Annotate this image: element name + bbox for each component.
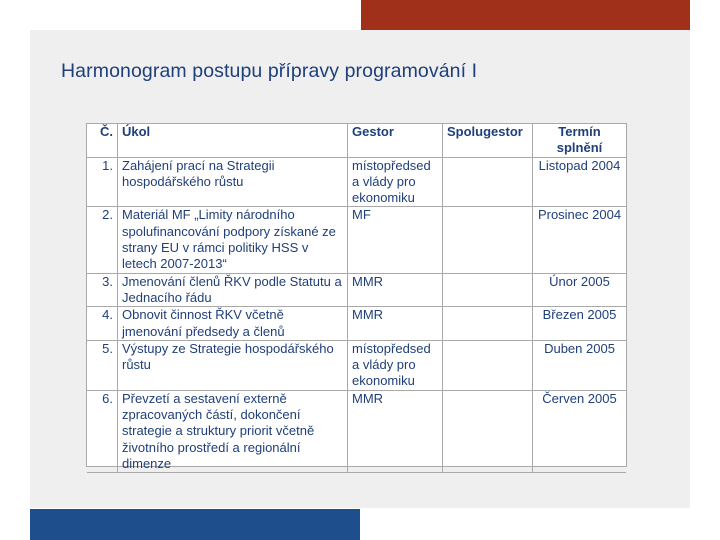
row-task: Materiál MF „Limity národního spolufinancování podpory získané ze strany EU v rámci politiky HSS v letech 2007-2013“ <box>118 207 348 273</box>
row-number: 3. <box>87 273 118 307</box>
table-header-row <box>87 124 626 157</box>
header-no: Č. <box>87 124 118 157</box>
table-row <box>87 340 626 390</box>
row-term: Prosinec 2004 <box>533 207 627 273</box>
schedule-table <box>87 124 626 473</box>
table-row <box>87 307 626 341</box>
row-co-gestor <box>443 307 533 341</box>
row-number: 2. <box>87 207 118 273</box>
header-task: Úkol <box>118 124 348 157</box>
row-number: 4. <box>87 307 118 341</box>
row-task: Převzetí a sestavení externě zpracovaných částí, dokončení strategie a struktury priorit včetně životního prostředí a regionální dimenze <box>118 390 348 472</box>
row-gestor: MF <box>348 207 443 273</box>
row-gestor: MMR <box>348 307 443 341</box>
row-number: 6. <box>87 390 118 472</box>
row-co-gestor <box>443 340 533 390</box>
table-row <box>87 157 626 207</box>
row-term: Červen 2005 <box>533 390 627 472</box>
bottom-accent-bar <box>30 509 360 540</box>
header-gestor: Gestor <box>348 124 443 157</box>
row-number: 5. <box>87 340 118 390</box>
row-number: 1. <box>87 157 118 207</box>
row-term: Duben 2005 <box>533 340 627 390</box>
top-accent-bar <box>361 0 690 30</box>
row-task: Zahájení prací na Strategii hospodářského růstu <box>118 157 348 207</box>
row-task: Obnovit činnost ŘKV včetně jmenování předsedy a členů <box>118 307 348 341</box>
row-co-gestor <box>443 157 533 207</box>
header-co-gestor: Spolugestor <box>443 124 533 157</box>
table-row <box>87 207 626 273</box>
row-gestor: místopředsed a vlády pro ekonomiku <box>348 340 443 390</box>
row-term: Únor 2005 <box>533 273 627 307</box>
slide-title: Harmonogram postupu přípravy programování I <box>61 60 478 82</box>
row-term: Březen 2005 <box>533 307 627 341</box>
row-co-gestor <box>443 207 533 273</box>
row-gestor: MMR <box>348 390 443 472</box>
table-row <box>87 273 626 307</box>
row-co-gestor <box>443 390 533 472</box>
table-row <box>87 390 626 472</box>
row-co-gestor <box>443 273 533 307</box>
schedule-table-container <box>86 123 627 471</box>
header-term: Termín splnění <box>533 124 627 157</box>
row-gestor: MMR <box>348 273 443 307</box>
row-term: Listopad 2004 <box>533 157 627 207</box>
row-task: Jmenování členů ŘKV podle Statutu a Jednacího řádu <box>118 273 348 307</box>
row-gestor: místopředsed a vlády pro ekonomiku <box>348 157 443 207</box>
row-task: Výstupy ze Strategie hospodářského růstu <box>118 340 348 390</box>
